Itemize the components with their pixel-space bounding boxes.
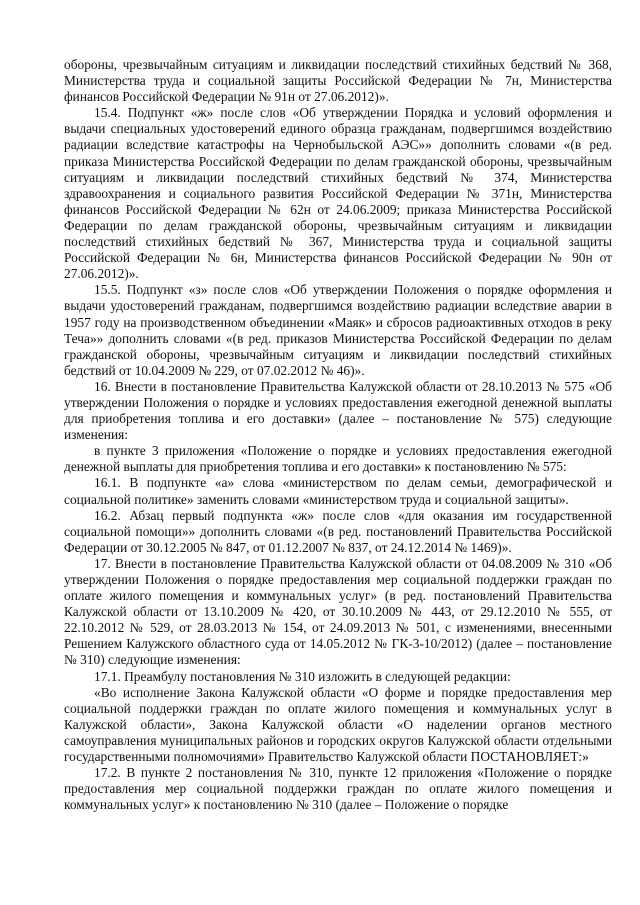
paragraph: «Во исполнение Закона Калужской области «О форме и порядке предоставления мер социальной поддержки граждан по оплате жилого помещения и коммунальных услуг в Калужской области», Закона Калужской области «О наделении органов местного самоуправления муниципальных районов и городских округов Калужской области отдельными государственными полномочиями» Правительство Калужской области ПОСТАНОВЛЯЕТ:»	[64, 684, 612, 765]
paragraph: 16.2. Абзац первый подпункта «ж» после слов «для оказания им государственной социальной помощи»» дополнить словами «(в ред. постановлений Правительства Российской Федерации от 30.12.2005 № 847, от 01.12.2007 № 837, от 24.12.2014 № 1469)».	[64, 507, 612, 555]
paragraph: 17. Внести в постановление Правительства Калужской области от 04.08.2009 № 310 «Об утверждении Положения о порядке предоставления мер социальной поддержки граждан по оплате жилого помещения и коммунальных услуг» (в ред. постановлений Правительства Калужской области от 13.10.2009 № 420, от 30.10.2009 № 443, от 29.12.2010 № 555, от 22.10.2012 № 529, от 28.03.2013 № 154, от 24.09.2013 № 501, с изменениями, внесенными Решением Калужского областного суда от 14.05.2012 № ГК-3-10/2012) (далее – постановление № 310) следующие изменения:	[64, 555, 612, 668]
paragraph: обороны, чрезвычайным ситуациям и ликвидации последствий стихийных бедствий № 368, Министерства труда и социальной защиты Российской Федерации № 7н, Министерства финансов Российской Федерации № 91н от 27.06.2012)».	[64, 57, 612, 105]
document-page	[64, 57, 612, 813]
paragraph: в пункте 3 приложения «Положение о порядке и условиях предоставления ежегодной денежной выплаты для приобретения топлива и его доставки» к постановлению № 575:	[64, 443, 612, 475]
paragraph: 15.4. Подпункт «ж» после слов «Об утверждении Порядка и условий оформления и выдачи специальных удостоверений единого образца гражданам, подвергшимся воздействию радиации вследствие катастрофы на Чернобыльской АЭС»» дополнить словами «(в ред. приказа Министерства Российской Федерации по делам гражданской обороны, чрезвычайным ситуациям и ликвидации последствий стихийных бедствий № 374, Министерства здравоохранения и социального развития Российской Федерации № 371н, Министерства финансов Российской Федерации № 62н от 24.06.2009; приказа Министерства Российской Федерации по делам гражданской обороны, чрезвычайным ситуациям и ликвидации последствий стихийных бедствий № 367, Министерства труда и социальной защиты Российской Федерации № 6н, Министерства финансов Российской Федерации № 90н от 27.06.2012)».	[64, 105, 612, 282]
paragraph: 17.1. Преамбулу постановления № 310 изложить в следующей редакции:	[94, 668, 511, 684]
paragraph: 17.2. В пункте 2 постановления № 310, пункте 12 приложения «Положение о порядке предоставления мер социальной поддержки граждан по оплате жилого помещения и коммунальных услуг» к постановлению № 310 (далее – Положение о порядке	[64, 765, 612, 813]
paragraph: 16. Внести в постановление Правительства Калужской области от 28.10.2013 № 575 «Об утверждении Положения о порядке и условиях предоставления ежегодной денежной выплаты для приобретения топлива и его доставки» (далее – постановление № 575) следующие изменения:	[64, 378, 612, 443]
paragraph: 15.5. Подпункт «з» после слов «Об утверждении Положения о порядке оформления и выдачи удостоверений гражданам, подвергшимся воздействию радиации вследствие аварии в 1957 году на производственном объединении «Маяк» и сбросов радиоактивных отходов в реку Теча»» дополнить словами «(в ред. приказов Министерства Российской Федерации по делам гражданской обороны, чрезвычайным ситуациям и ликвидации последствий стихийных бедствий от 10.04.2009 № 229, от 07.02.2012 № 46)».	[64, 282, 612, 378]
paragraph: 16.1. В подпункте «а» слова «министерством по делам семьи, демографической и социальной политике» заменить словами «министерством труда и социальной защиты».	[64, 475, 612, 507]
